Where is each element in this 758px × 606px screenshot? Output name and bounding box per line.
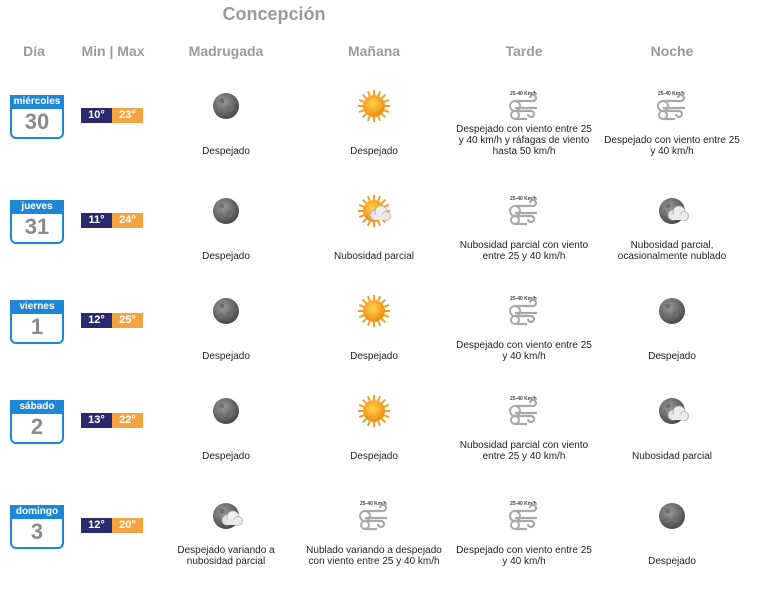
wind-badge-text: 25-40 Km/h: [510, 396, 537, 402]
weather-description: Nubosidad parcial: [333, 251, 415, 262]
calendar-badge: [10, 300, 64, 344]
sun-cloud-icon: [357, 194, 391, 228]
wind-icon: [507, 89, 541, 123]
wind-icon: [357, 499, 391, 533]
weather-description: Despejado con viento entre 25 y 40 km/h: [456, 545, 592, 567]
temp-min: 12°: [81, 313, 112, 328]
weather-description: Nublado variando a despejado con viento entre 25 y 40 km/h: [306, 545, 442, 567]
wind-badge-text: 25-40 Km/h: [510, 296, 537, 302]
weather-description: Despejado: [350, 451, 398, 462]
wind-icon: [507, 294, 541, 328]
day-number: 1: [30, 314, 44, 339]
header-tarde: Tarde: [505, 43, 543, 59]
day-name: sábado: [10, 400, 64, 414]
calendar-badge: [10, 200, 64, 244]
weather-description: Despejado variando a nubosidad parcial: [177, 545, 275, 567]
weather-description: Despejado: [202, 451, 250, 462]
weather-description: Nubosidad parcial, ocasionalmente nublado: [617, 240, 727, 262]
moon-cloud-icon: [655, 394, 689, 428]
wind-icon: [655, 89, 689, 123]
header-manana: Mañana: [347, 43, 401, 59]
wind-icon: [507, 194, 541, 228]
temperature-range: [81, 108, 143, 123]
forecast-row: [0, 387, 758, 492]
weather-description: Nubosidad parcial con viento entre 25 y 40 km/h: [459, 440, 589, 462]
moon-clear-icon: [655, 294, 689, 328]
weather-description: Despejado: [202, 351, 250, 362]
temp-max: 24°: [112, 213, 143, 228]
wind-badge-text: 25-40 Km/h: [510, 501, 537, 507]
calendar-badge: [10, 505, 64, 549]
wind-badge-text: 25-40 Km/h: [510, 91, 537, 97]
temp-min: 11°: [81, 213, 112, 228]
day-number: 2: [30, 414, 44, 439]
sun-icon: [357, 394, 391, 428]
forecast-row: [0, 187, 758, 292]
wind-badge-text: 25-40 Km/h: [658, 91, 685, 97]
day-name: jueves: [10, 200, 64, 214]
header-madrugada: Madrugada: [188, 43, 264, 59]
weather-description: Despejado: [350, 351, 398, 362]
day-number: 30: [24, 109, 50, 134]
sun-icon: [357, 89, 391, 123]
moon-clear-icon: [209, 194, 243, 228]
calendar-badge: [10, 400, 64, 444]
page-title: Concepción: [222, 4, 326, 24]
header-minmax: Min | Max: [81, 43, 145, 59]
weather-description: Nubosidad parcial: [631, 451, 713, 462]
temp-max: 25°: [112, 313, 143, 328]
weather-description: Despejado: [648, 556, 696, 567]
weather-description: Despejado con viento entre 25 y 40 km/h y ráfagas de viento hasta 50 km/h: [456, 124, 592, 157]
temperature-range: [81, 413, 143, 428]
temperature-range: [81, 313, 143, 328]
temp-min: 13°: [81, 413, 112, 428]
temperature-range: [81, 213, 143, 228]
weather-description: Despejado: [350, 146, 398, 157]
header-noche: Noche: [650, 43, 694, 59]
header-day: Día: [23, 43, 45, 59]
temperature-range: [81, 518, 143, 533]
calendar-badge: [10, 95, 64, 139]
temp-min: 12°: [81, 518, 112, 533]
moon-cloud-icon: [209, 499, 243, 533]
day-number: 31: [24, 214, 50, 239]
moon-clear-icon: [655, 499, 689, 533]
forecast-row: [0, 492, 758, 597]
day-name: miércoles: [10, 95, 64, 109]
moon-clear-icon: [209, 294, 243, 328]
weather-description: Despejado: [648, 351, 696, 362]
weather-description: Despejado: [202, 251, 250, 262]
wind-badge-text: 25-40 Km/h: [510, 196, 537, 202]
forecast-row: [0, 82, 758, 187]
wind-badge-text: 25-40 Km/h: [360, 501, 387, 507]
sun-icon: [357, 294, 391, 328]
moon-cloud-icon: [655, 194, 689, 228]
weather-description: Despejado: [202, 146, 250, 157]
day-number: 3: [30, 519, 44, 544]
weather-description: Despejado con viento entre 25 y 40 km/h: [456, 340, 592, 362]
temp-min: 10°: [81, 108, 112, 123]
weather-description: Despejado con viento entre 25 y 40 km/h: [604, 135, 740, 157]
moon-clear-icon: [209, 394, 243, 428]
day-name: viernes: [10, 300, 64, 314]
temp-max: 20°: [112, 518, 143, 533]
day-name: domingo: [10, 505, 64, 519]
forecast-row: [0, 287, 758, 392]
wind-icon: [507, 499, 541, 533]
temp-max: 22°: [112, 413, 143, 428]
wind-icon: [507, 394, 541, 428]
temp-max: 23°: [112, 108, 143, 123]
weather-description: Nubosidad parcial con viento entre 25 y 40 km/h: [459, 240, 589, 262]
moon-clear-icon: [209, 89, 243, 123]
